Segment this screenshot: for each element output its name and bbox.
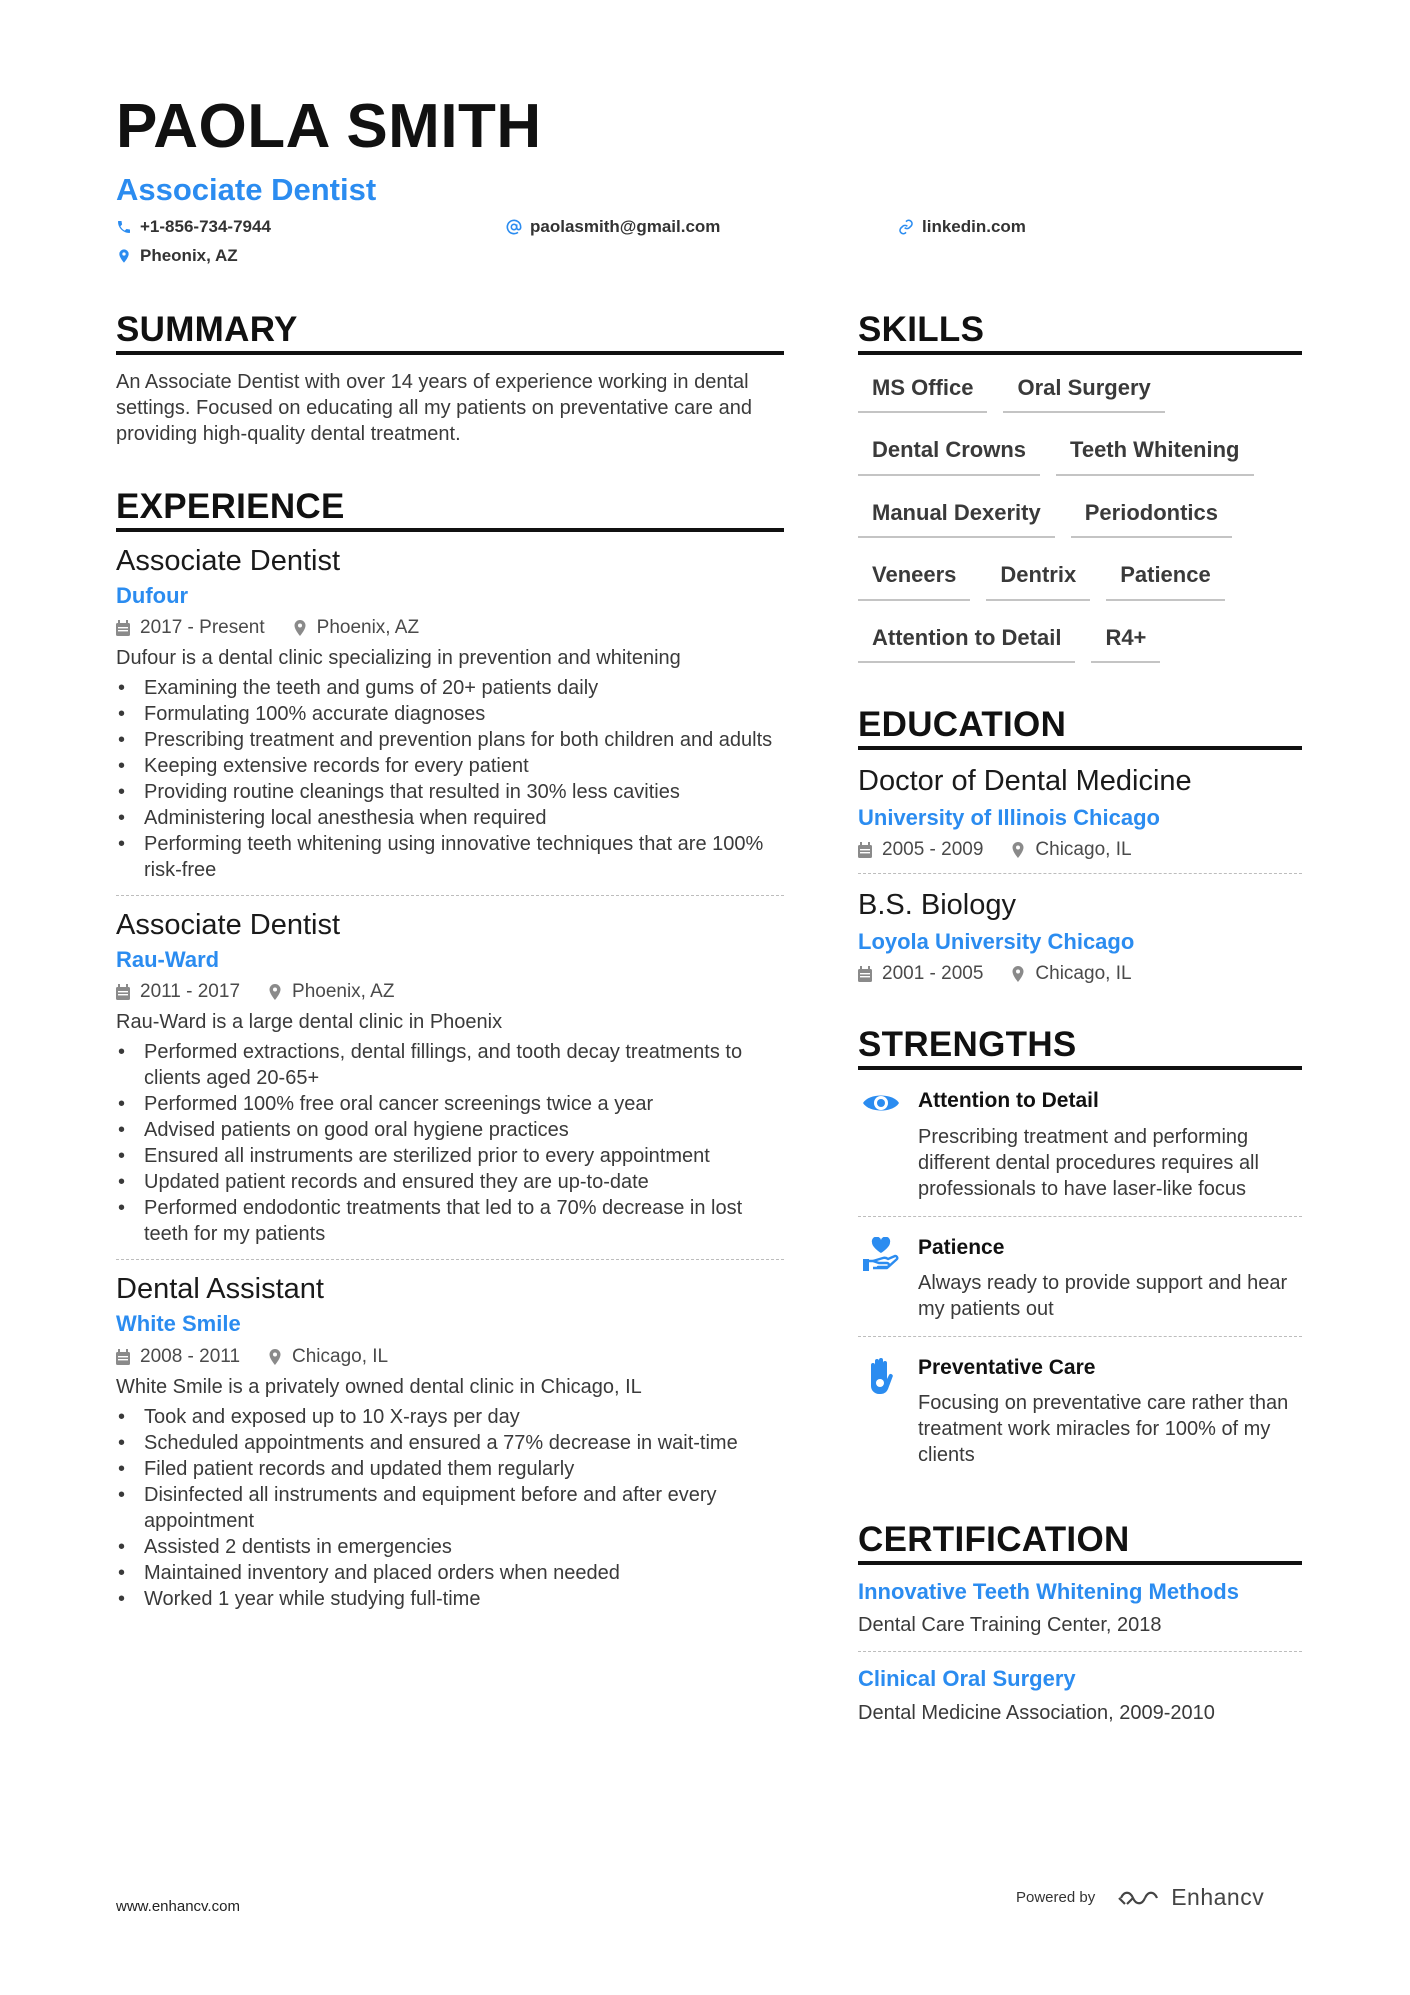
location	[1011, 963, 1131, 985]
strength-description: Focusing on preventative care rather than treatment work miracles for 100% of my clients	[918, 1391, 1289, 1466]
strengths-heading: STRENGTHS	[858, 1027, 1302, 1070]
strength-item	[858, 1217, 1302, 1337]
strength-body	[918, 1235, 1302, 1322]
phone-icon	[116, 219, 132, 235]
enhancv-logo-icon	[1117, 1886, 1163, 1910]
achievement-item: • Disinfected all instruments and equipment before and after every appointment	[116, 1482, 784, 1534]
location	[1011, 839, 1131, 861]
summary-heading: SUMMARY	[116, 312, 784, 355]
certification-heading: CERTIFICATION	[858, 1522, 1302, 1565]
right-column	[858, 312, 1302, 1781]
certification-title[interactable]: Clinical Oral Surgery	[858, 1666, 1076, 1692]
strength-title: Preventative Care	[918, 1355, 1096, 1379]
footer-website[interactable]: www.enhancv.com	[116, 1898, 240, 1915]
location-pin-icon	[268, 984, 282, 1000]
certification-section	[858, 1519, 1302, 1739]
strength-title: Attention to Detail	[918, 1089, 1099, 1113]
achievement-list	[116, 675, 784, 883]
achievement-item: • Maintained inventory and placed orders when needed	[116, 1560, 784, 1586]
certification-item	[858, 1565, 1302, 1652]
achievement-item: • Took and exposed up to 10 X-rays per day	[116, 1404, 784, 1430]
experience-heading: EXPERIENCE	[116, 489, 784, 532]
location-text: Phoenix, AZ	[316, 617, 420, 639]
location	[293, 617, 419, 639]
education-section	[858, 704, 1302, 997]
calendar-icon	[116, 1349, 130, 1365]
skill-tag: Oral Surgery	[1003, 369, 1164, 413]
raised-hand-icon	[858, 1355, 904, 1468]
company-name[interactable]: Rau-Ward	[116, 946, 220, 972]
email-text: paolasmith@gmail.com	[530, 217, 721, 236]
achievement-item: • Administering local anesthesia when required	[116, 805, 784, 831]
calendar-icon	[116, 620, 130, 636]
achievement-item: • Assisted 2 dentists in emergencies	[116, 1534, 784, 1560]
achievement-list	[116, 1039, 784, 1247]
strength-body	[918, 1355, 1302, 1468]
company-description: Dufour is a dental clinic specializing in prevention and whitening	[116, 647, 681, 670]
date-text: 2008 - 2011	[140, 1345, 241, 1367]
certification-item	[858, 1652, 1302, 1738]
linkedin-text: linkedin.com	[922, 217, 1026, 236]
achievement-item: • Examining the teeth and gums of 20+ patients daily	[116, 675, 784, 701]
date-text: 2011 - 2017	[140, 981, 241, 1003]
skill-tag: Dental Crowns	[858, 431, 1040, 475]
achievement-item: • Performed extractions, dental fillings, and tooth decay treatments to clients aged 20-65+	[116, 1039, 784, 1091]
location-pin-icon	[1011, 966, 1025, 982]
experience-list	[116, 532, 784, 1624]
location-pin-icon	[116, 248, 132, 264]
location-text: Chicago, IL	[1035, 963, 1132, 985]
achievement-item: • Prescribing treatment and prevention plans for both children and adults	[116, 727, 784, 753]
certification-issuer: Dental Care Training Center, 2018	[858, 1614, 1162, 1637]
achievement-item: • Updated patient records and ensured they are up-to-date	[116, 1169, 784, 1195]
summary-section	[116, 312, 784, 447]
candidate-name: PAOLA SMITH	[116, 92, 542, 161]
achievement-item: • Providing routine cleanings that resulted in 30% less cavities	[116, 779, 784, 805]
date-text: 2005 - 2009	[882, 839, 984, 861]
skill-tag: Manual Dexerity	[858, 494, 1055, 538]
calendar-icon	[858, 966, 872, 982]
meta-row	[116, 981, 784, 1003]
job-title: Associate Dentist	[116, 545, 341, 577]
contact-linkedin[interactable]	[898, 218, 1026, 235]
company-name[interactable]: White Smile	[116, 1311, 241, 1337]
achievement-list	[116, 1404, 784, 1612]
powered-by-text: Powered by	[1016, 1889, 1096, 1906]
contact-location	[116, 247, 238, 264]
meta-row	[116, 617, 784, 639]
job-title: Dental Assistant	[116, 1273, 324, 1306]
school-name[interactable]: University of Illinois Chicago	[858, 804, 1160, 830]
certification-list	[858, 1565, 1302, 1739]
company-name[interactable]: Dufour	[116, 582, 189, 608]
at-sign-icon	[506, 219, 522, 235]
calendar-icon	[858, 842, 872, 858]
experience-item	[116, 1260, 784, 1623]
contact-email[interactable]	[506, 218, 720, 235]
education-heading: EDUCATION	[858, 707, 1302, 750]
skills-list	[858, 369, 1302, 681]
strength-item	[858, 1070, 1302, 1216]
company-description: White Smile is a privately owned dental clinic in Chicago, IL	[116, 1375, 642, 1398]
location-pin-icon	[1011, 842, 1025, 858]
education-item	[858, 750, 1302, 874]
school-name[interactable]: Loyola University Chicago	[858, 928, 1135, 954]
date-text: 2017 - Present	[140, 617, 265, 639]
achievement-item: • Filed patient records and updated them regularly	[116, 1456, 784, 1482]
strength-title: Patience	[918, 1235, 1005, 1259]
education-list	[858, 750, 1302, 997]
skills-heading: SKILLS	[858, 312, 1302, 355]
eye-icon	[858, 1088, 904, 1201]
strength-item	[858, 1337, 1302, 1482]
achievement-item: • Advised patients on good oral hygiene practices	[116, 1117, 784, 1143]
calendar-icon	[116, 984, 130, 1000]
location-text: Pheonix, AZ	[140, 246, 238, 265]
skill-tag: R4+	[1091, 619, 1160, 663]
meta-row	[858, 839, 1302, 861]
job-title: Associate Dentist	[116, 909, 341, 942]
skills-section	[858, 312, 1302, 681]
achievement-item: • Performing teeth whitening using innovative techniques that are 100% risk-free	[116, 831, 784, 883]
skill-tag: Periodontics	[1071, 494, 1232, 538]
phone-text: +1-856-734-7944	[140, 217, 271, 236]
certification-issuer: Dental Medicine Association, 2009-2010	[858, 1701, 1215, 1724]
skill-tag: Patience	[1106, 556, 1225, 600]
certification-title[interactable]: Innovative Teeth Whitening Methods	[858, 1578, 1239, 1604]
skill-tag: Veneers	[858, 556, 970, 600]
achievement-item: • Keeping extensive records for every patient	[116, 753, 784, 779]
hand-heart-icon	[858, 1235, 904, 1322]
achievement-item: • Performed 100% free oral cancer screenings twice a year	[116, 1091, 784, 1117]
date-range	[116, 1346, 240, 1368]
location-text: Chicago, IL	[1035, 839, 1132, 861]
date-range	[116, 981, 240, 1003]
summary-text: An Associate Dentist with over 14 years of experience working in dental settings. Focused on educating all my patients on preventative care and providing high-quality dental treatment.	[116, 371, 752, 445]
left-column	[116, 312, 784, 1666]
location	[268, 1346, 388, 1368]
location-pin-icon	[293, 620, 307, 636]
achievement-item: • Ensured all instruments are sterilized prior to every appointment	[116, 1143, 784, 1169]
strengths-list	[858, 1070, 1302, 1482]
brand-logo[interactable]	[1117, 1884, 1264, 1911]
experience-item	[116, 532, 784, 896]
strength-body	[918, 1088, 1302, 1201]
meta-row	[116, 1346, 784, 1368]
skill-tag: MS Office	[858, 369, 987, 413]
company-description: Rau-Ward is a large dental clinic in Phoenix	[116, 1011, 503, 1034]
link-icon	[898, 219, 914, 235]
degree-title: Doctor of Dental Medicine	[858, 764, 1192, 797]
experience-item	[116, 896, 784, 1260]
location-text: Phoenix, AZ	[292, 981, 395, 1003]
achievement-item: • Scheduled appointments and ensured a 77% decrease in wait-time	[116, 1430, 784, 1456]
achievement-item: • Performed endodontic treatments that led to a 70% decrease in lost teeth for my patients	[116, 1195, 784, 1247]
date-range	[116, 617, 265, 639]
degree-title: B.S. Biology	[858, 889, 1016, 922]
date-range	[858, 839, 983, 861]
skill-tag: Teeth Whitening	[1056, 431, 1253, 475]
skill-tag: Dentrix	[986, 556, 1090, 600]
experience-section	[116, 489, 784, 1624]
education-item	[858, 874, 1302, 997]
achievement-item: • Worked 1 year while studying full-time	[116, 1586, 784, 1612]
location-text: Chicago, IL	[292, 1345, 389, 1367]
strengths-section	[858, 1027, 1302, 1482]
meta-row	[858, 963, 1302, 985]
location-pin-icon	[268, 1349, 282, 1365]
achievement-item: • Formulating 100% accurate diagnoses	[116, 701, 784, 727]
skill-tag: Attention to Detail	[858, 619, 1075, 663]
location	[268, 981, 394, 1003]
date-text: 2001 - 2005	[882, 963, 984, 985]
brand-name: Enhancv	[1171, 1884, 1265, 1910]
date-range	[858, 963, 983, 985]
strength-description: Prescribing treatment and performing different dental procedures requires all professionals to have laser-like focus	[918, 1125, 1259, 1200]
contact-phone[interactable]	[116, 218, 271, 235]
footer-branding	[1016, 1884, 1264, 1911]
strength-description: Always ready to provide support and hear my patients out	[918, 1271, 1288, 1320]
candidate-role: Associate Dentist	[116, 172, 377, 207]
